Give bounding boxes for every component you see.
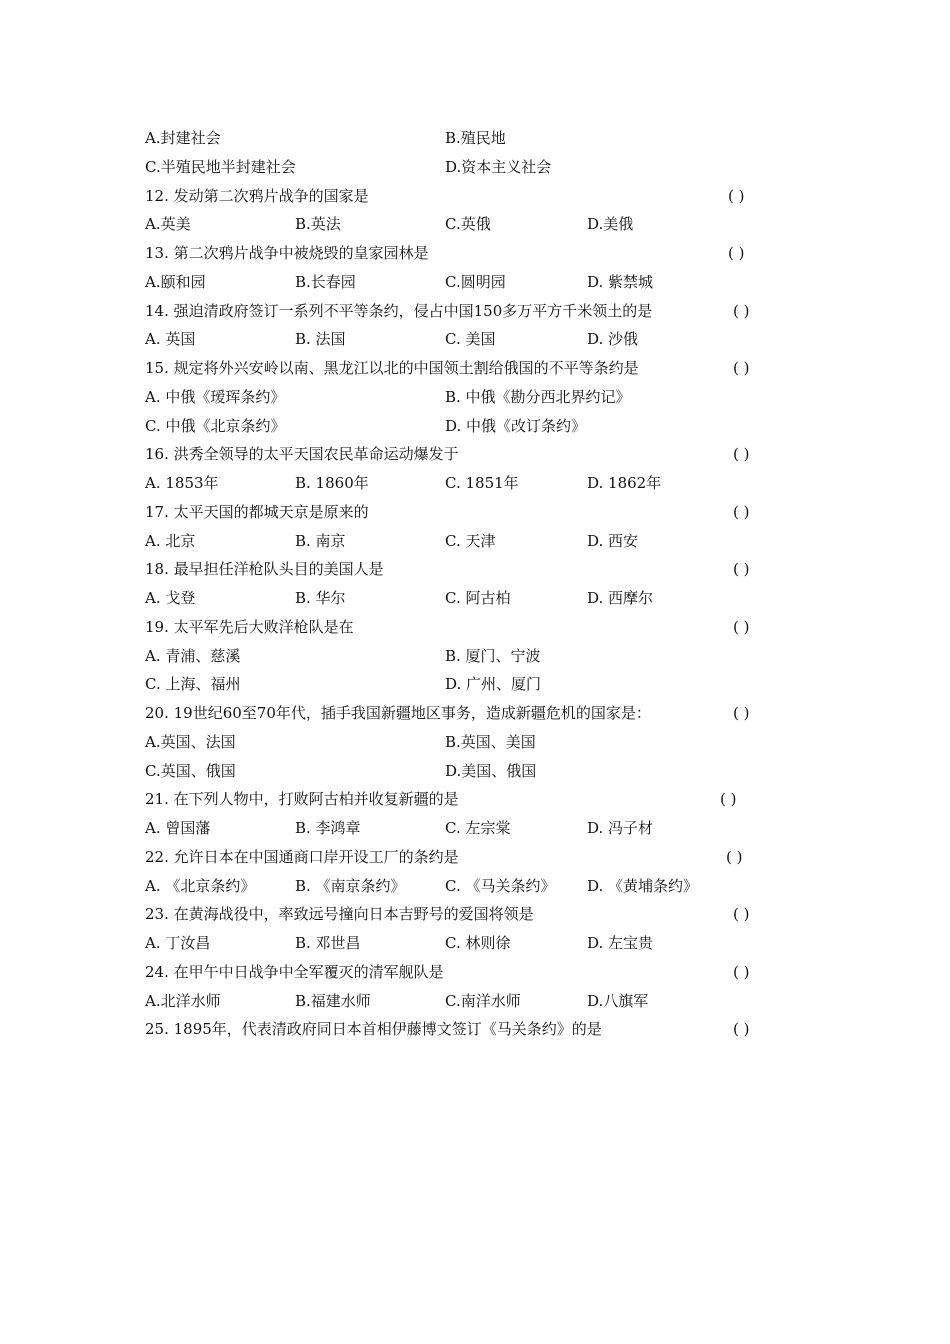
question-row: [0, 182, 950, 210]
option-item: B.殖民地: [445, 129, 506, 147]
option-item: B. 南京: [295, 531, 346, 550]
option-item: B. 华尔: [295, 589, 346, 607]
option-item: B. 中俄《勘分西北界约记》: [445, 387, 631, 406]
option-item: D. 沙俄: [587, 330, 639, 349]
option-item: A.颐和园: [145, 272, 206, 291]
option-item: D. 西摩尔: [587, 589, 654, 607]
question-text: 13. 第二次鸦片战争中被烧毁的皇家园林是: [145, 244, 429, 262]
options-row: [0, 124, 950, 152]
question-row: [0, 555, 950, 583]
question-row: [0, 354, 950, 382]
question-row: [0, 958, 950, 986]
option-item: A.英国、法国: [145, 732, 236, 751]
answer-blank: ( ): [733, 905, 750, 924]
options-row: [0, 814, 950, 842]
option-item: B.福建水师: [295, 991, 371, 1010]
option-item: C.南洋水师: [445, 991, 521, 1010]
option-item: A. 曾国藩: [145, 819, 211, 837]
question-text: 23. 在黄海战役中，率致远号撞向日本吉野号的爱国将领是: [145, 905, 534, 924]
question-row: [0, 440, 950, 468]
option-item: A. 中俄《瑷珲条约》: [145, 387, 286, 406]
option-item: A. 《北京条约》: [145, 876, 256, 895]
option-item: B. 法国: [295, 330, 346, 349]
option-item: C.英国、俄国: [145, 761, 236, 780]
option-item: A. 戈登: [145, 589, 196, 607]
option-item: B. 厦门、宁波: [445, 646, 541, 665]
option-item: C.圆明园: [445, 272, 506, 291]
option-item: C. 1851年: [445, 474, 519, 492]
question-text: 22. 允许日本在中国通商口岸开设工厂的条约是: [145, 847, 459, 866]
option-item: A. 青浦、慈溪: [145, 646, 241, 665]
option-item: D. 左宝贵: [587, 934, 654, 952]
option-item: A.北洋水师: [145, 991, 221, 1010]
option-item: B. 《南京条约》: [295, 876, 406, 895]
question-text: 14. 强迫清政府签订一系列不平等条约，侵占中国150多万平方千米领土的是: [145, 301, 653, 320]
options-row: [0, 412, 950, 440]
answer-blank: ( ): [733, 704, 750, 722]
option-item: C.英俄: [445, 215, 491, 234]
answer-blank: ( ): [720, 790, 737, 809]
option-item: D. 中俄《改订条约》: [445, 416, 587, 435]
question-text: 25. 1895年，代表清政府同日本首相伊藤博文签订《马关条约》的是: [145, 1020, 602, 1039]
question-text: 18. 最早担任洋枪队头目的美国人是: [145, 560, 384, 579]
option-item: B.英法: [295, 215, 341, 234]
option-item: A. 英国: [145, 330, 196, 349]
option-item: C. 天津: [445, 531, 496, 550]
answer-blank: ( ): [733, 1020, 750, 1039]
option-item: A. 丁汝昌: [145, 934, 211, 952]
option-item: D. 1862年: [587, 474, 662, 492]
options-row: [0, 325, 950, 353]
option-item: C. 中俄《北京条约》: [145, 416, 286, 435]
question-text: 24. 在甲午中日战争中全军覆灭的清军舰队是: [145, 962, 444, 981]
options-row: [0, 929, 950, 957]
question-row: [0, 613, 950, 641]
options-row: [0, 728, 950, 756]
option-item: D. 紫禁城: [587, 272, 654, 291]
option-item: C.半殖民地半封建社会: [145, 157, 296, 176]
options-row: [0, 987, 950, 1015]
answer-blank: ( ): [733, 445, 750, 464]
option-item: C. 林则徐: [445, 934, 511, 952]
question-text: 20. 19世纪60至70年代，插手我国新疆地区事务，造成新疆危机的国家是：: [145, 704, 651, 722]
answer-blank: ( ): [728, 186, 745, 205]
answer-blank: ( ): [733, 560, 750, 579]
options-row: [0, 642, 950, 670]
options-row: [0, 584, 950, 612]
option-item: B. 邓世昌: [295, 934, 361, 952]
option-item: D.八旗军: [587, 991, 649, 1010]
question-row: [0, 785, 950, 813]
option-item: D. 冯子材: [587, 819, 654, 837]
option-item: C. 左宗棠: [445, 819, 511, 837]
question-text: 12. 发动第二次鸦片战争的国家是: [145, 186, 369, 205]
question-row: [0, 699, 950, 727]
option-item: A.英美: [145, 215, 191, 234]
options-row: [0, 153, 950, 181]
option-item: C. 阿古柏: [445, 589, 511, 607]
question-text: 19. 太平军先后大败洋枪队是在: [145, 617, 354, 636]
question-row: [0, 239, 950, 267]
option-item: A. 北京: [145, 531, 196, 550]
options-row: [0, 872, 950, 900]
question-row: [0, 900, 950, 928]
option-item: D. 广州、厦门: [445, 675, 542, 694]
answer-blank: ( ): [733, 502, 750, 521]
option-item: D.美国、俄国: [445, 761, 537, 780]
answer-blank: ( ): [733, 301, 750, 320]
option-item: D.资本主义社会: [445, 157, 552, 176]
question-text: 17. 太平天国的都城天京是原来的: [145, 502, 369, 521]
question-row: [0, 843, 950, 871]
question-text: 15. 规定将外兴安岭以南、黑龙江以北的中国领土割给俄国的不平等条约是: [145, 359, 639, 377]
question-row: [0, 498, 950, 526]
option-item: C. 美国: [445, 330, 496, 349]
option-item: D. 《黄埔条约》: [587, 876, 699, 895]
options-row: [0, 383, 950, 411]
question-row: [0, 1015, 950, 1043]
option-item: B. 李鸿章: [295, 819, 361, 837]
answer-blank: ( ): [733, 962, 750, 981]
option-item: C. 上海、福州: [145, 675, 241, 694]
answer-blank: ( ): [728, 244, 745, 262]
option-item: B.长春园: [295, 272, 356, 291]
answer-blank: ( ): [733, 359, 750, 377]
answer-blank: ( ): [726, 847, 743, 866]
option-item: B.英国、美国: [445, 732, 536, 751]
question-text: 21. 在下列人物中，打败阿古柏并收复新疆的是: [145, 790, 459, 809]
option-item: D.美俄: [587, 215, 634, 234]
option-item: B. 1860年: [295, 474, 369, 492]
options-row: [0, 670, 950, 698]
options-row: [0, 757, 950, 785]
question-row: [0, 297, 950, 325]
answer-blank: ( ): [733, 617, 750, 636]
options-row: [0, 469, 950, 497]
options-row: [0, 527, 950, 555]
question-text: 16. 洪秀全领导的太平天国农民革命运动爆发于: [145, 445, 459, 464]
option-item: D. 西安: [587, 531, 639, 550]
options-row: [0, 268, 950, 296]
option-item: C. 《马关条约》: [445, 876, 556, 895]
options-row: [0, 210, 950, 238]
option-item: A. 1853年: [145, 474, 219, 492]
option-item: A.封建社会: [145, 129, 221, 147]
